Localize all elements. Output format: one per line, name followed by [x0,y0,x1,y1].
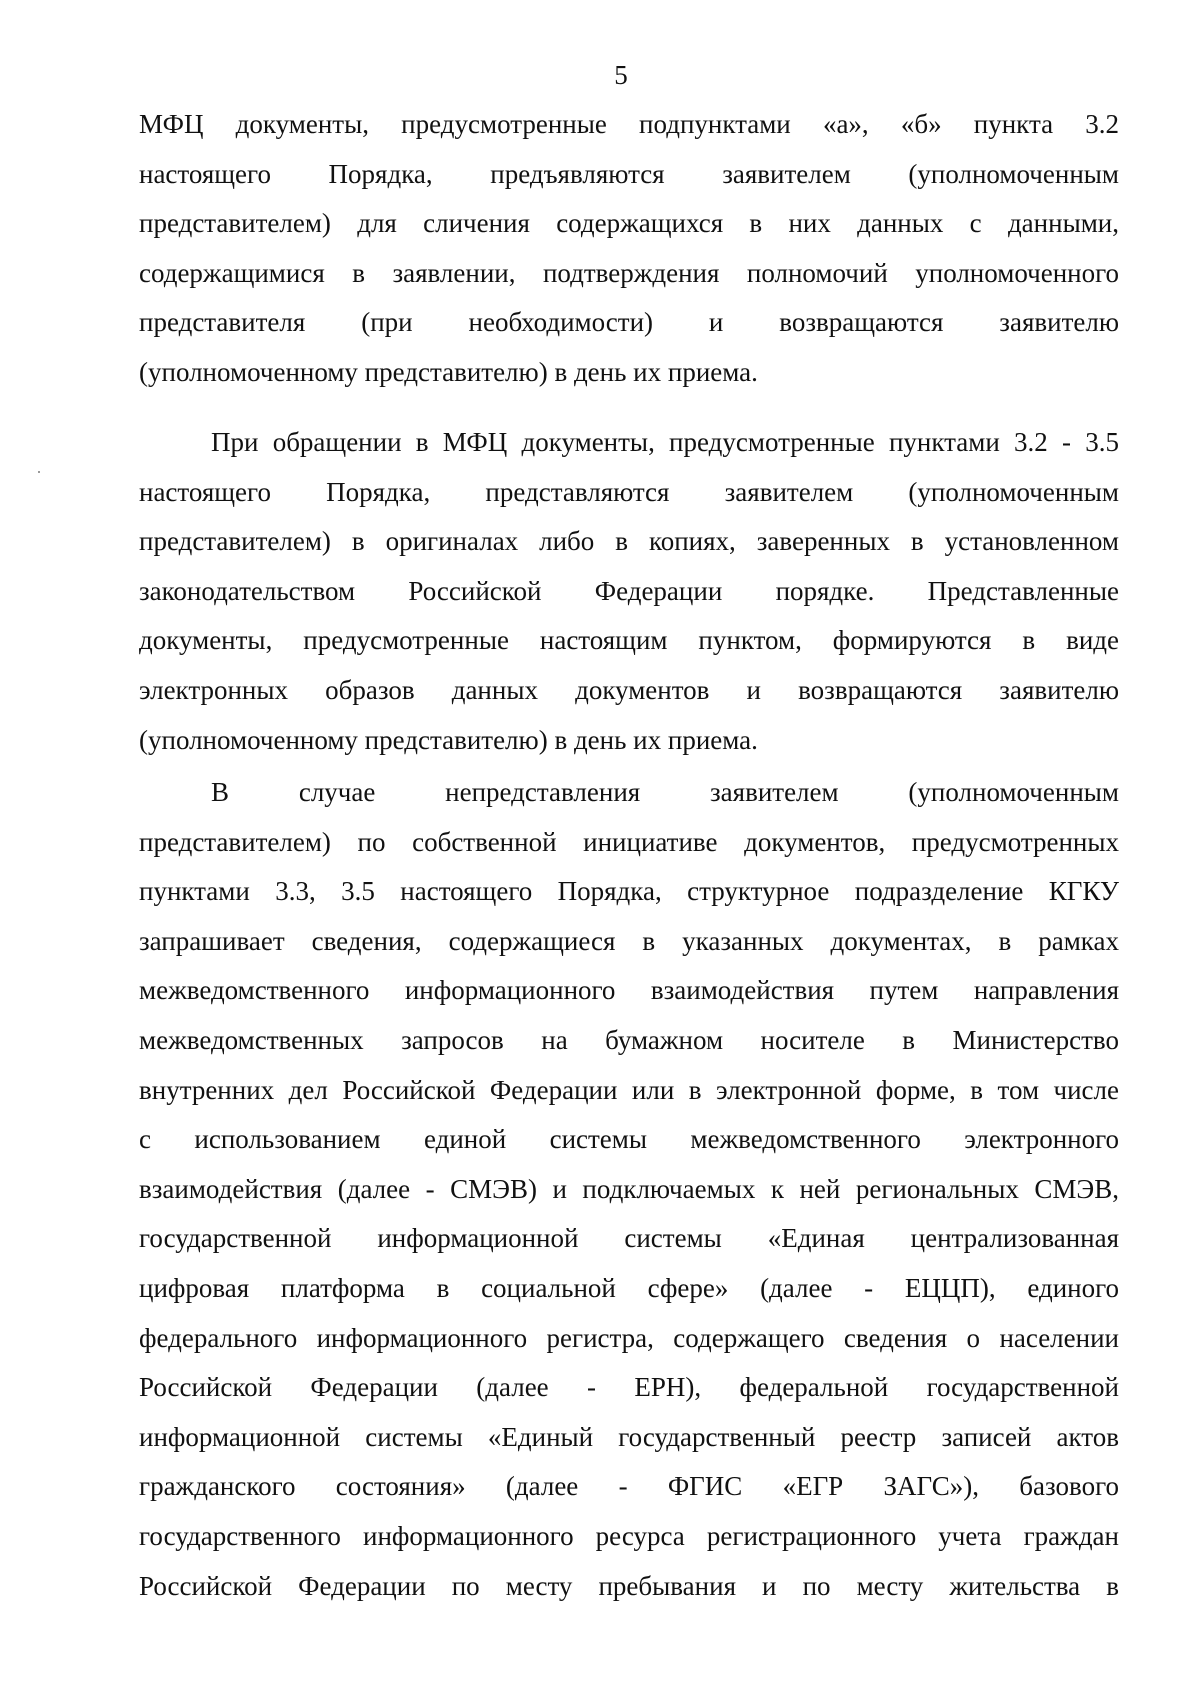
paragraph-1-line: представителем) для сличения содержащихся в них данных с данными, [139,208,1119,239]
paragraph-2-line: законодательством Российской Федерации порядке. Представленные [139,575,1119,606]
paragraph-3-line: государственной информационной системы «Единая централизованная [139,1223,1119,1254]
margin-scan-mark [38,471,40,473]
paragraph-3-line: пунктами 3.3, 3.5 настоящего Порядка, структурное подразделение КГКУ [139,876,1119,907]
paragraph-1 [139,100,1119,398]
paragraph-2-line: При обращении в МФЦ документы, предусмотренные пунктами 3.2 - 3.5 [211,427,1119,457]
paragraph-2 [139,418,1119,765]
paragraph-1-line: (уполномоченному представителю) в день их приема. [139,356,758,387]
paragraph-3-line: информационной системы «Единый государственный реестр записей актов [139,1421,1119,1452]
paragraph-1-line: МФЦ документы, предусмотренные подпунктами «а», «б» пункта 3.2 [139,109,1119,139]
paragraph-1-line: представителя (при необходимости) и возвращаются заявителю [139,307,1119,338]
paragraph-3-line: межведомственных запросов на бумажном носителе в Министерство [139,1024,1119,1055]
paragraph-3-line: В случае непредставления заявителем (уполномоченным [211,777,1119,807]
paragraph-3-line: Российской Федерации (далее - ЕРН), федеральной государственной [139,1372,1119,1403]
paragraph-1-line: настоящего Порядка, предъявляются заявителем (уполномоченным [139,158,1119,189]
paragraph-3-line: гражданского состояния» (далее - ФГИС «ЕГР ЗАГС»), базового [139,1471,1119,1502]
paragraph-3-line: запрашивает сведения, содержащиеся в указанных документах, в рамках [139,925,1119,956]
paragraph-1-line: содержащимися в заявлении, подтверждения полномочий уполномоченного [139,257,1119,288]
paragraph-3-line: с использованием единой системы межведомственного электронного [139,1124,1119,1155]
paragraph-2-line: электронных образов данных документов и возвращаются заявителю [139,674,1119,705]
paragraph-3-line: Российской Федерации по месту пребывания и по месту жительства в [139,1570,1119,1601]
paragraph-3-line: представителем) по собственной инициативе документов, предусмотренных [139,826,1119,857]
paragraph-2-line: документы, предусмотренные настоящим пунктом, формируются в виде [139,625,1119,656]
paragraph-3-line: цифровая платформа в социальной сфере» (далее - ЕЦЦП), единого [139,1272,1119,1303]
paragraph-3-line: внутренних дел Российской Федерации или в электронной форме, в том числе [139,1074,1119,1105]
paragraph-3 [139,768,1119,1611]
page-number: 5 [614,60,628,90]
paragraph-2-line: представителем) в оригиналах либо в копиях, заверенных в установленном [139,526,1119,557]
paragraph-3-line: государственного информационного ресурса регистрационного учета граждан [139,1520,1119,1551]
paragraph-3-line: федерального информационного регистра, содержащего сведения о населении [139,1322,1119,1353]
paragraph-2-line: настоящего Порядка, представляются заявителем (уполномоченным [139,476,1119,507]
paragraph-3-line: межведомственного информационного взаимодействия путем направления [139,975,1119,1006]
paragraph-2-line: (уполномоченному представителю) в день их приема. [139,724,758,755]
paragraph-3-line: взаимодействия (далее - СМЭВ) и подключаемых к ней региональных СМЭВ, [139,1173,1119,1204]
